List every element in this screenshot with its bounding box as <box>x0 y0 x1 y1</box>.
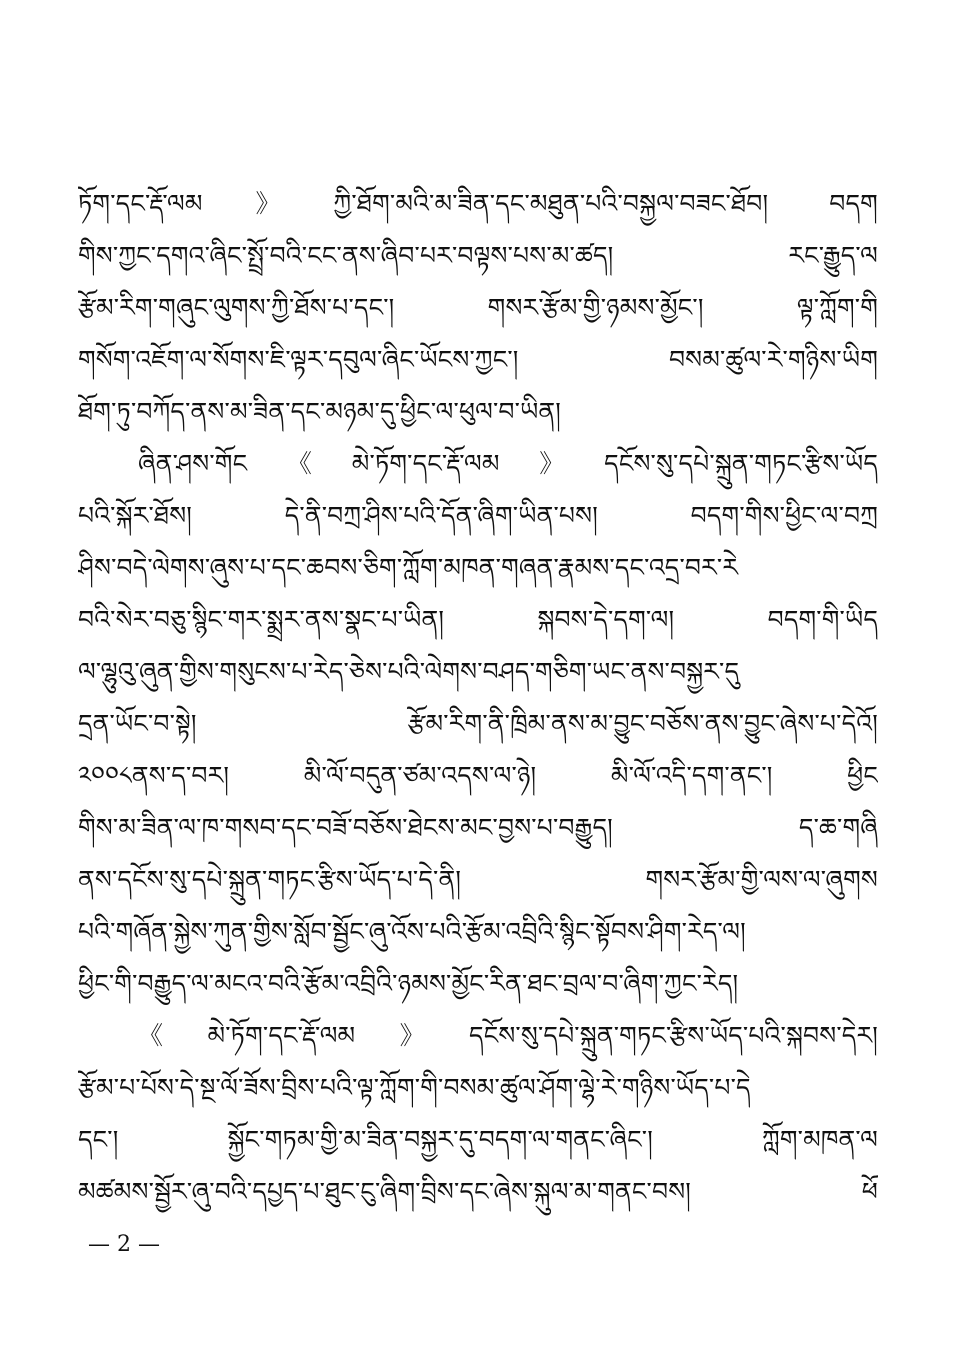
text-line: ནས་དངོས་སུ་དཔེ་སྐྲུན་གཏང་རྩིས་ཡོད་པ་དེ་ནི། གསར་རྩོམ་གྱི་ལས་ལ་ཞུགས <box>78 865 878 894</box>
text-line: པའི་གཞོན་སྐྱེས་ཀུན་གྱིས་སློབ་སྦྱོང་ཞུ་འོས་པའི་རྩོམ་འབྲིའི་སྙིང་སྟོབས་ཤིག་རེད་ལ། <box>78 917 746 946</box>
text-line: ཕྱིང་གི་བརྒྱུད་ལ་མངའ་བའི་རྩོམ་འབྲིའི་ཉམས་མྱོང་རིན་ཐང་བྲལ་བ་ཞིག་ཀྱང་རེད། <box>78 969 739 998</box>
text-line: ཤིས་བདེ་ལེགས་ཞུས་པ་དང་ཆབས་ཅིག་ཀློག་མཁན་གཞན་རྣམས་དང་འདྲ་བར་རེ <box>78 553 739 582</box>
text-line: རྩོམ་པ་པོས་དེ་སྔ་ལོ་ཟོས་བྲིས་པའི་ལྟ་ཀློག་གི་བསམ་ཚུལ་ཤོག་ལྷེ་རེ་གཉིས་ཡོད་པ་དེ <box>78 1073 751 1102</box>
text-line: རྩོམ་རིག་གཞུང་ལུགས་ཀྱི་ཐོས་པ་དང་། གསར་རྩོམ་གྱི་ཉམས་མྱོང་། ལྟ་ཀློག་གི <box>78 293 878 322</box>
text-line: དང་། སྐྱོང་གཏམ་གྱི་མ་ཟིན་བསྐྱར་དུ་བདག་ལ་གནང་ཞིང་། ཀློག་མཁན་ལ <box>78 1125 878 1154</box>
text-line: ལ་ལྷུའུ་ཞུན་གྱིས་གསུངས་པ་རེད་ཅེས་པའི་ལེགས་བཤད་གཅིག་ཡང་ནས་བསྐྱར་དུ <box>78 657 740 686</box>
text-line: གིས་ཀྱང་དགའ་ཞིང་སྤྲོ་བའི་ངང་ནས་ཞིབ་པར་བལྟས་པས་མ་ཚད། རང་རྒྱུད་ལ <box>78 241 878 270</box>
text-line: ཐོག་ཏུ་བཀོད་ནས་མ་ཟིན་དང་མཉམ་དུ་ཕྱིང་ལ་ཕུལ་བ་ཡིན། <box>78 397 562 426</box>
text-line: པའི་སྐོར་ཐོས། དེ་ནི་བཀྲ་ཤིས་པའི་དོན་ཞིག་ཡིན་པས། བདག་གིས་ཕྱིང་ལ་བཀྲ <box>78 501 878 530</box>
text-line: 《མེ་ཏོག་དང་རྡོ་ལམ》དངོས་སུ་དཔེ་སྐྲུན་གཏང་རྩིས་ཡོད་པའི་སྐབས་དེར། <box>138 1021 878 1050</box>
text-line: གསོག་འཇོག་ལ་སོགས་ཇི་ལྟར་དབུལ་ཞིང་ཡོངས་ཀྱང་། བསམ་ཚུལ་རེ་གཉིས་ཡིག <box>78 345 878 374</box>
body-text <box>78 178 878 1218</box>
text-line: བའི་སེར་བཅུ་སྙིང་གར་སྨྲར་ནས་སྣང་པ་ཡིན། སྐབས་དེ་དག་ལ། བདག་གི་ཡིད <box>78 605 878 634</box>
text-line: ཞིན་ཤས་གོང《མེ་ཏོག་དང་རྡོ་ལམ》དངོས་སུ་དཔེ་སྐྲུན་གཏང་རྩིས་ཡོད <box>138 449 878 478</box>
text-line: དྲན་ཡོང་བ་སྟེ། རྩོམ་རིག་ནི་ཁྲིམ་ནས་མ་བྱུང་བཅོས་ནས་བྱུང་ཞེས་པ་དེའོ། <box>78 709 878 738</box>
page-number: — 2 — <box>88 1232 160 1257</box>
text-line: ཏོག་དང་རྡོ་ལམ》ཀྱི་ཐོག་མའི་མ་ཟིན་དང་མཐུན་པའི་བསྐྱལ་བཟང་ཐོབ། བདག <box>78 189 878 218</box>
text-line: མཚམས་སྦྱོར་ཞུ་བའི་དཔྱད་པ་ཐུང་ངུ་ཞིག་བྲིས་དང་ཞེས་སྐུལ་མ་གནང་བས། ཕོ <box>78 1177 878 1206</box>
text-line: ༢༠༠༨ནས་ད་བར། མི་ལོ་བདུན་ཙམ་འདས་ལ་ཉེ། མི་ལོ་འདི་དག་ནང་། ཕྱིང <box>78 761 878 790</box>
text-line: གིས་མ་ཟིན་ལ་ཁ་གསབ་དང་བཟོ་བཅོས་ཐེངས་མང་བྱས་པ་བརྒྱུད། ད་ཆ་གཞི <box>78 813 878 842</box>
